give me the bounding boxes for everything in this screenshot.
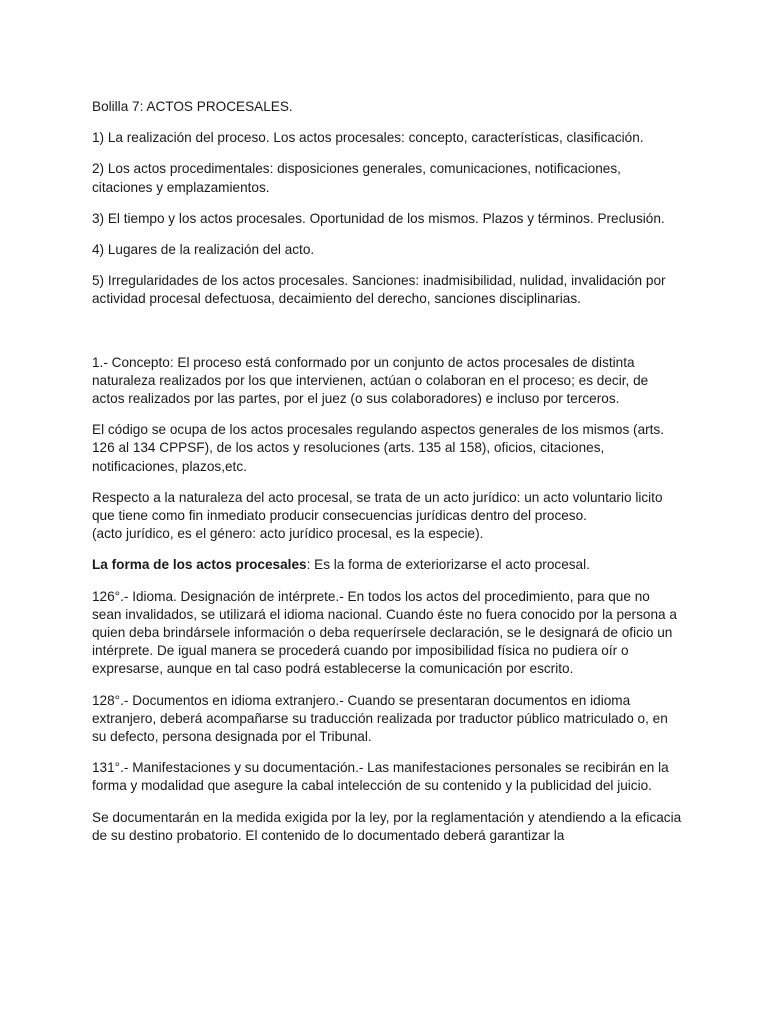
form-heading: La forma de los actos procesales	[92, 557, 307, 573]
section-spacer	[92, 322, 682, 354]
paragraph-concept: 1.- Concepto: El proceso está conformado por un conjunto de actos procesales de distinta naturaleza realizados por los que intervienen, actúan o colaboran en el proceso; es decir, de actos realizados por las partes, por el juez (o sus colaboradores) e incluso por terceros.	[92, 354, 649, 407]
outline-item-3: 3) El tiempo y los actos procesales. Oportunidad de los mismos. Plazos y términos. Preclusión.	[92, 210, 665, 226]
outline-item-2: 2) Los actos procedimentales: disposiciones generales, comunicaciones, notificaciones, citaciones y emplazamientos.	[92, 161, 621, 195]
article-131: 131°.- Manifestaciones y su documentación.- Las manifestaciones personales se recibirán en la forma y modalidad que asegure la cabal intelección de su contenido y la publicidad del juicio.	[92, 760, 669, 794]
article-128: 128°.- Documentos en idioma extranjero.- Cuando se presentaran documentos en idioma extranjero, deberá acompañarse su traducción realizada por traductor público matriculado o, en su defecto, persona designada por el Tribunal.	[92, 692, 668, 745]
form-text: : Es la forma de exteriorizarse el acto procesal.	[306, 557, 590, 573]
outline-item-4: 4) Lugares de la realización del acto.	[92, 242, 315, 258]
paragraph-documentation: Se documentarán en la medida exigida por la ley, por la reglamentación y atendiendo a la eficacia de su destino probatorio. El contenido de lo documentado deberá garantizar la	[92, 809, 682, 843]
document-title: Bolilla 7: ACTOS PROCESALES.	[92, 99, 293, 114]
document-page	[92, 98, 682, 858]
paragraph-form	[92, 556, 682, 574]
outline-item-5: 5) Irregularidades de los actos procesales. Sanciones: inadmisibilidad, nulidad, invalidación por actividad procesal defectuosa, decaimiento del derecho, sanciones disciplinarias.	[92, 273, 666, 307]
outline-item-1: 1) La realización del proceso. Los actos procesales: concepto, características, clasificación.	[92, 130, 644, 146]
paragraph-nature	[92, 489, 682, 544]
paragraph-nature-line1: Respecto a la naturaleza del acto procesal, se trata de un acto jurídico: un acto voluntario licito que tiene como fin inmediato producir consecuencias jurídicas dentro del proceso.	[92, 489, 663, 524]
paragraph-code: El código se ocupa de los actos procesales regulando aspectos generales de los mismos (arts. 126 al 134 CPPSF), de los actos y resoluciones (arts. 135 al 158), oficios, citaciones, notificaciones, plazos,etc.	[92, 422, 665, 474]
article-126: 126°.- Idioma. Designación de intérprete.- En todos los actos del procedimiento, para que no sean invalidados, se utilizará el idioma nacional. Cuando éste no fuera conocido por la persona a quien deba brindársele información o deba requerírsele declaración, se le designará de oficio un intérprete. De igual manera se procederá cuando por imposibilidad física no pudiera oír o expresarse, aunque en tal caso podrá establecerse la comunicación por escrito.	[92, 588, 677, 677]
paragraph-nature-line2: (acto jurídico, es el género: acto jurídico procesal, es la especie).	[92, 526, 484, 542]
